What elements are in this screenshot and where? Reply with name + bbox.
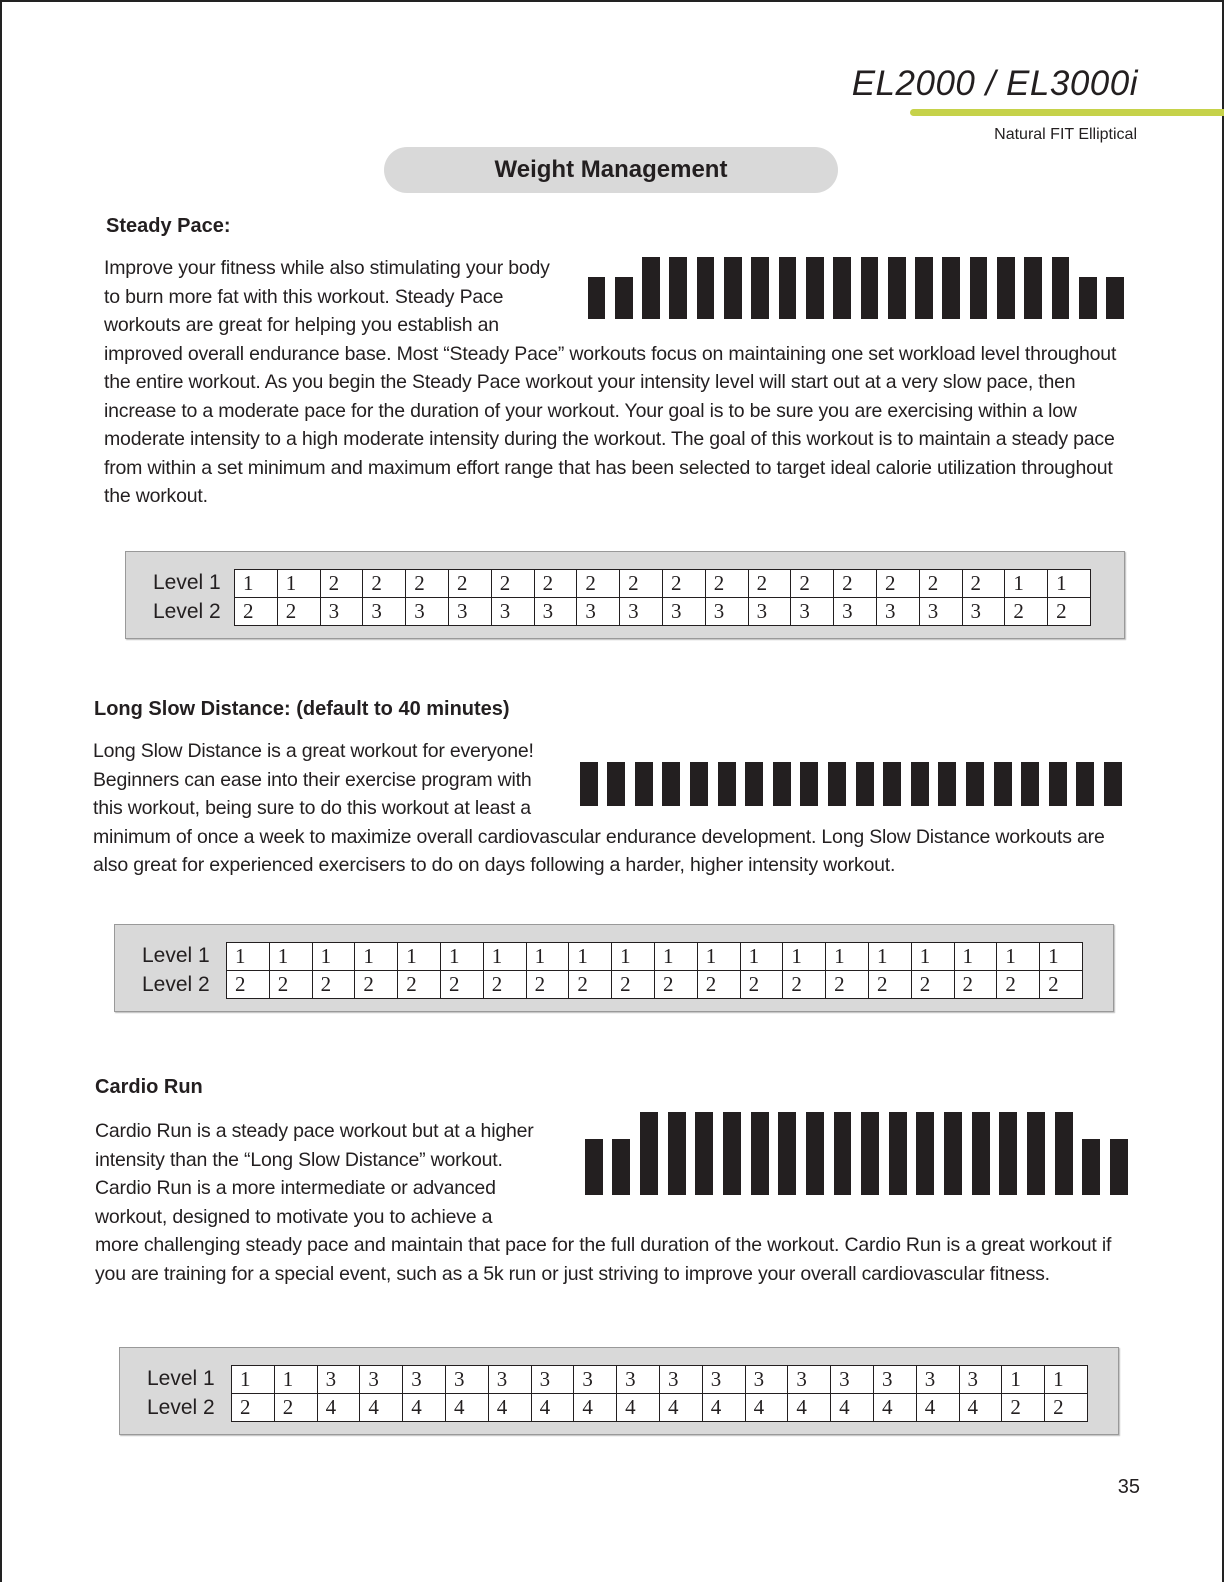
level-cell: 1 [269, 943, 312, 971]
profile-bar [1104, 762, 1122, 806]
level-cell: 1 [1048, 570, 1091, 598]
profile-bar [999, 1112, 1017, 1195]
level-cell: 2 [740, 971, 783, 999]
level-cell: 1 [227, 943, 270, 971]
level-cell: 3 [919, 598, 962, 626]
level-cell: 2 [1048, 598, 1091, 626]
level-cell: 2 [612, 971, 655, 999]
profile-bar [745, 762, 763, 806]
page-number: 35 [1117, 1476, 1140, 1498]
level-cell: 1 [235, 570, 278, 598]
profile-bar [883, 762, 901, 806]
level-cell: 3 [791, 598, 834, 626]
level-cell: 2 [620, 570, 663, 598]
level-cell: 3 [831, 1366, 874, 1394]
level1-row [227, 943, 1083, 971]
long-slow-distance-paragraph: Long Slow Distance is a great workout for everyone! Beginners can ease into their exercise program with this workout, being sure to do this workout at least a minimum of once a week to maximize overall cardiovascular endurance development. Long Slow Distance workouts are also great for experienced exercisers to do on days following a harder, higher intensity workout. [93, 740, 1105, 876]
cardio-run-paragraph: Cardio Run is a steady pace workout but at a higher intensity than the “Long Slow Distance” workout. Cardio Run is a more intermediate or advanced workout, designed to motivate you to achieve a more challenging steady pace and maintain that pace for the full duration of the workout. Cardio Run is a great workout if you are training for a special event, such as a 5k run or just striving to improve your overall cardiovascular fitness. [95, 1120, 1112, 1285]
level-cell: 1 [1045, 1366, 1088, 1394]
product-subtitle: Natural FIT Elliptical [994, 126, 1137, 143]
level-cell: 1 [697, 943, 740, 971]
level-cell: 1 [483, 943, 526, 971]
level-cell: 2 [954, 971, 997, 999]
level-cell: 1 [997, 943, 1040, 971]
profile-bar [1049, 762, 1067, 806]
level1-row [235, 570, 1091, 598]
level-cell: 2 [1045, 1394, 1088, 1422]
level2-label: Level 2 [147, 1396, 215, 1419]
level-cell: 3 [488, 1366, 531, 1394]
level-cell: 3 [403, 1366, 446, 1394]
steady-pace-level-table [125, 551, 1125, 639]
profile-bar [1076, 762, 1094, 806]
level-cell: 3 [491, 598, 534, 626]
level-cell: 4 [916, 1394, 959, 1422]
level-cell: 4 [873, 1394, 916, 1422]
level2-label: Level 2 [153, 600, 221, 623]
level-cell: 2 [355, 971, 398, 999]
level-cell: 3 [659, 1366, 702, 1394]
level-cell: 2 [791, 570, 834, 598]
level-cell: 2 [312, 971, 355, 999]
level-cell: 4 [531, 1394, 574, 1422]
level-cell: 2 [997, 971, 1040, 999]
level-cell: 4 [659, 1394, 702, 1422]
level-cell: 3 [745, 1366, 788, 1394]
level-cell: 4 [831, 1394, 874, 1422]
long-slow-distance-text [93, 737, 1133, 880]
profile-bar [751, 1112, 769, 1195]
level1-row [232, 1366, 1088, 1394]
steady-pace-paragraph: Improve your fitness while also stimulating your body to burn more fat with this workout. Steady Pace workouts are great for helping you establish an improved overall endurance base. Most “Steady Pace” workouts focus on maintaining one set workload level throughout the entire workout. As you begin the Steady Pace workout your intensity level will start out at a very slow pace, then increase to a moderate pace for the duration of your workout. Your goal is to be sure you are exercising within a low moderate intensity to a high moderate intensity during the workout. The goal of this workout is to maintain a steady pace from within a set minimum and maximum effort range that has been selected to target ideal calorie utilization throughout the workout. [104, 257, 1117, 507]
level-cell: 2 [269, 971, 312, 999]
level-cell: 1 [1002, 1366, 1045, 1394]
level2-row [227, 971, 1083, 999]
profile-bar [1079, 277, 1097, 319]
profile-bar [580, 762, 598, 806]
profile-bar [916, 1112, 934, 1195]
level2-label: Level 2 [142, 973, 210, 996]
level-cell: 3 [448, 598, 491, 626]
level-cell: 3 [531, 1366, 574, 1394]
profile-bar [662, 762, 680, 806]
level-cell: 3 [577, 598, 620, 626]
level-cell: 2 [1005, 598, 1048, 626]
steady-pace-profile-chart [578, 257, 1124, 319]
profile-bar [669, 257, 687, 319]
cardio-run-level-table [119, 1347, 1119, 1435]
level-cell: 1 [312, 943, 355, 971]
level-cell: 2 [1040, 971, 1083, 999]
level-cell: 3 [363, 598, 406, 626]
profile-bar [690, 762, 708, 806]
profile-bar [889, 1112, 907, 1195]
level-cell: 2 [491, 570, 534, 598]
profile-bar [1082, 1139, 1100, 1195]
long-slow-distance-level-table [114, 924, 1114, 1012]
level-cell: 3 [834, 598, 877, 626]
profile-bar [607, 762, 625, 806]
level-cell: 4 [702, 1394, 745, 1422]
section-title: Weight Management [384, 147, 838, 193]
profile-bar [588, 277, 606, 319]
accent-line [910, 109, 1224, 116]
profile-bar [1021, 762, 1039, 806]
level-cell: 1 [526, 943, 569, 971]
profile-bar [834, 1112, 852, 1195]
level-cell: 2 [826, 971, 869, 999]
level-cell: 2 [274, 1394, 317, 1422]
level-cell: 2 [320, 570, 363, 598]
level-cell: 1 [868, 943, 911, 971]
level-cell: 2 [919, 570, 962, 598]
profile-bar [997, 257, 1015, 319]
level-cell: 2 [534, 570, 577, 598]
level-cell: 2 [654, 971, 697, 999]
level-cell: 3 [702, 1366, 745, 1394]
level-cell: 4 [445, 1394, 488, 1422]
level-cell: 1 [440, 943, 483, 971]
profile-bar [723, 1112, 741, 1195]
level-cell: 4 [745, 1394, 788, 1422]
steady-pace-heading: Steady Pace: [106, 215, 231, 237]
profile-bar [1024, 257, 1042, 319]
level-cell: 2 [783, 971, 826, 999]
level-cell: 2 [440, 971, 483, 999]
profile-bar [1027, 1112, 1045, 1195]
level-cell: 2 [748, 570, 791, 598]
level-cell: 1 [740, 943, 783, 971]
profile-bar [966, 762, 984, 806]
profile-bar [751, 257, 769, 319]
profile-bar [942, 257, 960, 319]
level-cell: 3 [876, 598, 919, 626]
profile-bar [1055, 1112, 1073, 1195]
profile-bar [915, 257, 933, 319]
level-cell: 2 [834, 570, 877, 598]
profile-bar [861, 1112, 879, 1195]
level-cell: 2 [911, 971, 954, 999]
profile-bar [1110, 1139, 1128, 1195]
profile-bar [944, 1112, 962, 1195]
profile-bar [697, 257, 715, 319]
level-cell: 3 [617, 1366, 660, 1394]
level-cell: 2 [962, 570, 1005, 598]
level-cell: 2 [227, 971, 270, 999]
cardio-run-profile-chart [575, 1112, 1128, 1195]
level-cell: 1 [954, 943, 997, 971]
level-cell: 3 [406, 598, 449, 626]
level-cell: 4 [617, 1394, 660, 1422]
level-cell: 3 [959, 1366, 1002, 1394]
level-cell: 2 [363, 570, 406, 598]
level-cell: 1 [1005, 570, 1048, 598]
level-cell: 3 [748, 598, 791, 626]
level-cell: 1 [783, 943, 826, 971]
level-cell: 2 [577, 570, 620, 598]
level-cell: 1 [277, 570, 320, 598]
level-cell: 3 [574, 1366, 617, 1394]
level-cell: 2 [277, 598, 320, 626]
level2-row [235, 598, 1091, 626]
profile-bar [724, 257, 742, 319]
profile-bar [972, 1112, 990, 1195]
profile-bar [642, 257, 660, 319]
profile-bar [806, 257, 824, 319]
profile-bar [806, 1112, 824, 1195]
level-cell: 2 [697, 971, 740, 999]
profile-bar [773, 762, 791, 806]
profile-bar [833, 257, 851, 319]
level-cell: 3 [317, 1366, 360, 1394]
profile-bar [668, 1112, 686, 1195]
profile-bar [970, 257, 988, 319]
level-cell: 1 [911, 943, 954, 971]
level-cell: 2 [448, 570, 491, 598]
profile-bar [695, 1112, 713, 1195]
level2-row [232, 1394, 1088, 1422]
level-cell: 1 [355, 943, 398, 971]
level-cell: 3 [873, 1366, 916, 1394]
level-cell: 1 [398, 943, 441, 971]
level-cell: 3 [962, 598, 1005, 626]
level-cell: 4 [403, 1394, 446, 1422]
level-cell: 3 [662, 598, 705, 626]
level-cell: 2 [1002, 1394, 1045, 1422]
level-cell: 2 [868, 971, 911, 999]
profile-bar [861, 257, 879, 319]
level-cell: 2 [232, 1394, 275, 1422]
level-cell: 3 [534, 598, 577, 626]
level-cell: 2 [398, 971, 441, 999]
long-slow-distance-profile-chart [570, 762, 1122, 806]
level-cell: 1 [569, 943, 612, 971]
level1-label: Level 1 [153, 571, 221, 594]
level-cell: 3 [916, 1366, 959, 1394]
profile-bar [615, 277, 633, 319]
profile-bar [718, 762, 736, 806]
model-title: EL2000 / EL3000i [851, 64, 1138, 103]
level1-label: Level 1 [142, 944, 210, 967]
long-slow-distance-heading: Long Slow Distance: (default to 40 minutes) [94, 698, 510, 720]
profile-bar [779, 257, 797, 319]
level-cell: 4 [788, 1394, 831, 1422]
level-cell: 1 [826, 943, 869, 971]
profile-bar [994, 762, 1012, 806]
level-cell: 2 [406, 570, 449, 598]
level-cell: 1 [612, 943, 655, 971]
level-cell: 3 [705, 598, 748, 626]
profile-bar [640, 1112, 658, 1195]
profile-bar [856, 762, 874, 806]
level-cell: 4 [574, 1394, 617, 1422]
level-cell: 2 [876, 570, 919, 598]
level-cell: 2 [526, 971, 569, 999]
level-cell: 3 [360, 1366, 403, 1394]
level-cell: 3 [620, 598, 663, 626]
level-cell: 4 [488, 1394, 531, 1422]
cardio-run-heading: Cardio Run [95, 1076, 203, 1098]
level-cell: 1 [1040, 943, 1083, 971]
profile-bar [1106, 277, 1124, 319]
level-cell: 1 [654, 943, 697, 971]
level-cell: 2 [662, 570, 705, 598]
level-cell: 3 [320, 598, 363, 626]
profile-bar [612, 1139, 630, 1195]
profile-bar [635, 762, 653, 806]
level-cell: 4 [360, 1394, 403, 1422]
profile-bar [888, 257, 906, 319]
level-cell: 3 [445, 1366, 488, 1394]
level-cell: 2 [483, 971, 526, 999]
level-cell: 2 [705, 570, 748, 598]
level-cell: 4 [959, 1394, 1002, 1422]
profile-bar [938, 762, 956, 806]
profile-bar [911, 762, 929, 806]
level-cell: 1 [232, 1366, 275, 1394]
level-cell: 4 [317, 1394, 360, 1422]
profile-bar [800, 762, 818, 806]
profile-bar [828, 762, 846, 806]
profile-bar [585, 1139, 603, 1195]
profile-bar [778, 1112, 796, 1195]
level-cell: 2 [235, 598, 278, 626]
level-cell: 2 [569, 971, 612, 999]
level-cell: 3 [788, 1366, 831, 1394]
profile-bar [1052, 257, 1070, 319]
level-cell: 1 [274, 1366, 317, 1394]
level1-label: Level 1 [147, 1367, 215, 1390]
